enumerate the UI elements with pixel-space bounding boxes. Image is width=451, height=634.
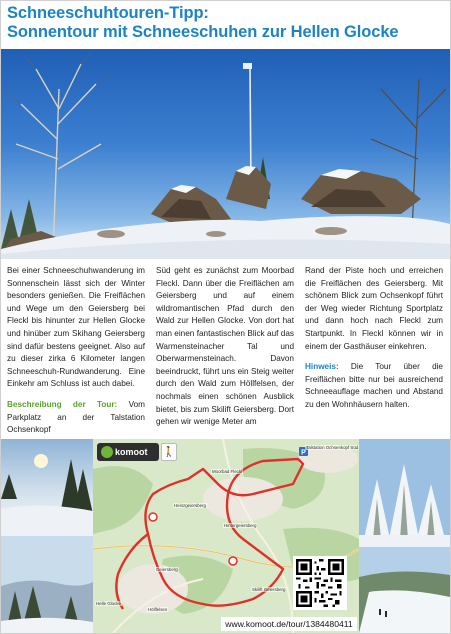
title-line-2: Sonnentour mit Schneeschuhen zur Hellen Glocke bbox=[7, 23, 399, 41]
article-columns bbox=[7, 265, 444, 445]
tour-description-text: Vom Parkplatz an der Talstation Ochsenkopf bbox=[7, 399, 145, 435]
title-block bbox=[7, 4, 444, 42]
photo-sunset-forest bbox=[1, 439, 93, 536]
komoot-badge bbox=[97, 443, 159, 461]
tour-description-label: Beschreibung der Tour: bbox=[7, 399, 118, 409]
qr-code-pattern bbox=[296, 559, 344, 607]
qr-code[interactable] bbox=[293, 556, 347, 610]
tour-url[interactable]: www.komoot.de/tour/1384480411 bbox=[221, 617, 357, 631]
komoot-brand-text: komoot bbox=[115, 447, 148, 457]
map-label-hoellfelsen: Höllfelsen bbox=[148, 607, 168, 612]
komoot-logo-icon bbox=[101, 446, 113, 458]
intro-paragraph: Bei einer Schneeschuhwanderung im Sonnenschein lässt sich der Winter besonders genießen. Die Freiflächen und Wege um den Geiersberg bei Fleckl bis hinunter zur Hellen Glocke und hinüber zum Skihang Geiersberg sind dafür bestens geeignet. Also auf zu dieser zirka 6 Kilometer langen Schneeschuh-Rundwanderung. Eine Einkehr am Schluss ist auch dabei. bbox=[7, 266, 145, 389]
photo-snowy-valley bbox=[1, 536, 93, 633]
hero-photo bbox=[1, 49, 450, 259]
map-label-talstation: Talstation Ochsenkopf Süd bbox=[306, 445, 359, 450]
map-label-geiersberg: Geiersberg bbox=[156, 567, 178, 572]
map-label-heinzgeiersberg: Heinzgeiersberg bbox=[174, 503, 206, 508]
hiker-icon: 🚶 bbox=[161, 443, 177, 461]
map-label-hintergeiersberg: Hintergeiersberg bbox=[224, 523, 257, 528]
photo-snowy-forest bbox=[359, 439, 450, 547]
article-column-2 bbox=[156, 265, 294, 445]
tour-description-paragraph bbox=[7, 399, 145, 437]
article-column-1 bbox=[7, 265, 145, 445]
route-paragraph: Süd geht es zunächst zum Moorbad Fleckl. Dann über die Freiflächen am Geiersberg und auf einem wildromantischen Pfad durch den Wald zur Hellen Glocke. Von dort hat man einen fantastischen Blick auf das Warmensteinacher Tal und Oberwarmensteinach. Davon beeindruckt, führt uns ein Steig weiter durch den Wald zum Höllfelsen, der nochmals einen schönen Ausblick bietet, bis zum Skilift Geiersberg. Dort gehen wir wenige Meter am bbox=[156, 266, 294, 427]
title-line-1: Schneeschuhtouren-Tipp: bbox=[7, 4, 209, 22]
svg-text:P: P bbox=[301, 449, 306, 457]
bottom-section bbox=[1, 439, 450, 633]
note-label: Hinweis: bbox=[305, 362, 339, 372]
hero-photo-scene bbox=[1, 49, 450, 259]
map-label-skilift-geiersberg: Skilift Geiersberg bbox=[252, 587, 286, 592]
article-column-3 bbox=[305, 265, 443, 445]
note-paragraph bbox=[305, 361, 443, 411]
map-label-helle-glocke: Helle Glocke bbox=[96, 601, 121, 606]
photo-ski-slope bbox=[359, 547, 450, 633]
route-continuation-paragraph: Rand der Piste hoch und erreichen die Freiflächen des Geiersberg. Mit schönem Blick zum Ochsenkopf führt der Weg wieder Richtung Sportplatz und dann hoch nach Fleckl zum Startpunkt. In Fleckl können wir in einem der Gasthäuser einkehren. bbox=[305, 266, 443, 351]
note-text: Die Tour über die Freiflächen bitte nur bei ausreichend Schneeauflage machen und Abstand zu den Wohnhäusern halten. bbox=[305, 362, 443, 409]
route-map bbox=[93, 439, 359, 633]
map-label-moorbad-fleckl: Moorbad Fleckl bbox=[212, 469, 243, 474]
